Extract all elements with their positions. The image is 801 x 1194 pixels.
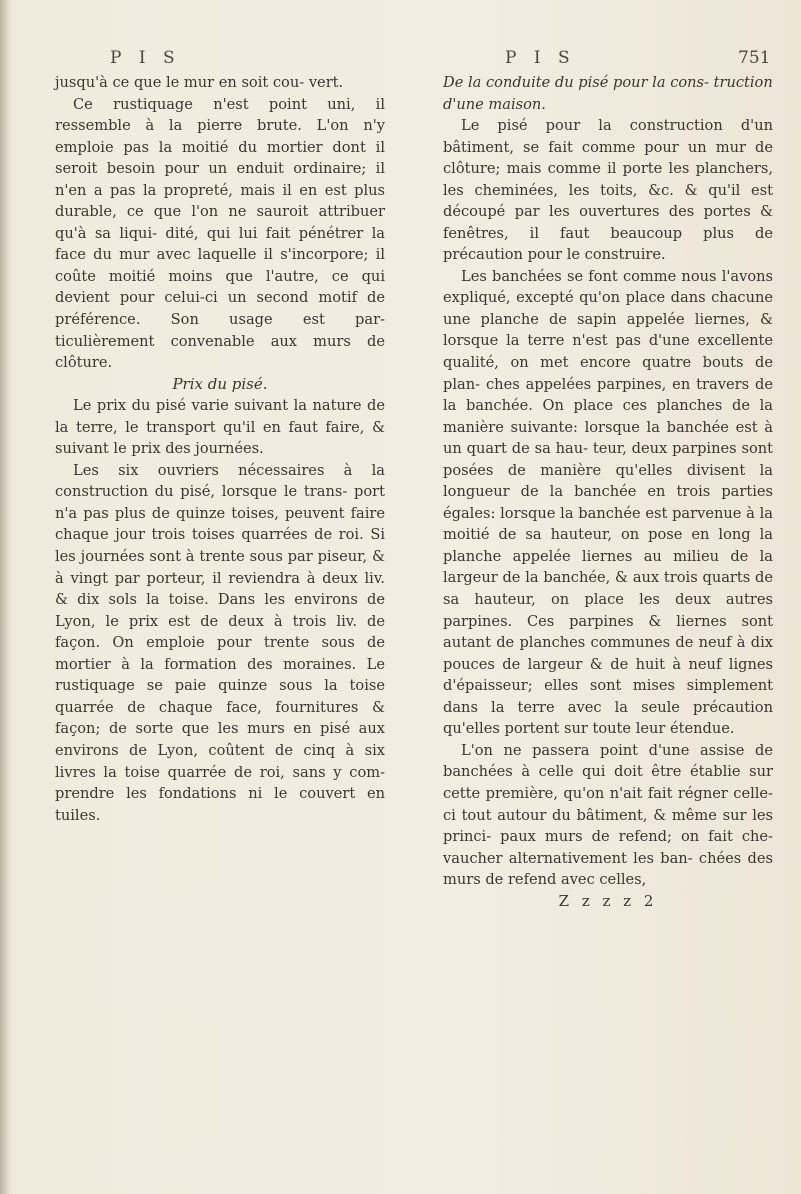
left-column — [55, 72, 385, 826]
paragraph-prix: Le prix du pisé varie suivant la nature de la terre, le transport qu'il en faut faire, & suivant le prix des journées. — [55, 397, 385, 458]
paragraph-continuation: jusqu'à ce que le mur en soit cou- vert. — [55, 74, 344, 91]
signature-mark: Z z z z 2 — [558, 891, 658, 910]
paragraph-assise: L'on ne passera point d'une assise de banchées à celle qui doit être établie sur cette première, qu'on n'ait fait régner celle-ci tout autour du bâtiment, & même sur les princi- paux murs de refend; on fait che- vaucher alternativement les ban- chées des murs de refend avec celles, — [443, 741, 773, 889]
section-heading-conduite: De la conduite du pisé pour la cons- truction d'une maison. — [443, 74, 773, 113]
page-number: 751 — [738, 48, 771, 68]
section-heading-prix: Prix du pisé. — [172, 374, 268, 393]
binding-shadow — [0, 0, 10, 1194]
paragraph-banchees: Les banchées se font comme nous l'avons expliqué, excepté qu'on place dans chacune une planche de sapin appelée liernes, & lorsque la terre n'est pas d'une excellente qualité, on met encore quatre bouts de plan- ches appelées parpines, en travers de la banchée. On place ces planches de la manière suivante: lorsque la banchée est à un quart de sa hau- teur, deux parpines sont posées de manière qu'elles divisent la longueur de la banchée en trois parties égales: lorsque la banchée est parvenue à la moitié de sa hauteur, on pose en long la planche appelée liernes au milieu de la largeur de la banchée, & aux trois quarts de sa hauteur, on place les deux autres parpines. Ces parpines & liernes sont autant de planches communes de neuf à dix pouces de largeur & de huit à neuf lignes d'épaisseur; elles sont mises simplement dans la terre avec la seule précaution qu'elles portent sur toute leur étendue. — [443, 267, 773, 738]
paragraph-ouvriers: Les six ouvriers nécessaires à la construction du pisé, lorsque le trans- port n'a pas plus de quinze toises, peuvent faire chaque jour trois toises quarrées de roi. Si les journées sont à trente sous par piseur, & à vingt par porteur, il reviendra à deux liv. & dix sols la toise. Dans les environs de Lyon, le prix est de deux à trois liv. de façon. On emploie pour trente sous de mortier à la formation des moraines. Le rustiquage se paie quinze sous la toise quarrée de chaque face, fournitures & façon; de sorte que les murs en pisé aux environs de Lyon, coûtent de cinq à six livres la toise quarrée de roi, sans y com- prendre les fondations ni le couvert en tuiles. — [55, 461, 385, 824]
running-head-left: P I S — [110, 48, 181, 68]
paragraph-batiment: Le pisé pour la construction d'un bâtiment, se fait comme pour un mur de clôture; mais comme il porte les planchers, les cheminées, les toits, &c. & qu'il est découpé par les ouvertures des portes & fenêtres, il faut beaucoup plus de précaution pour le construire. — [443, 117, 773, 264]
right-column — [443, 72, 773, 912]
paragraph-rustiquage: Ce rustiquage n'est point uni, il ressemble à la pierre brute. L'on n'y emploie pas la moitié du mortier dont il seroit besoin pour un enduit ordinaire; il n'en a pas la propreté, mais il en est plus durable, ce que l'on ne sauroit attribuer qu'à sa liqui- dité, qui lui fait pénétrer la face du mur avec laquelle il s'incorpore; il coûte moitié moins que l'autre, ce qui devient pour celui-ci un second motif de préférence. Son usage est par- ticulièrement convenable aux murs de clôture. — [55, 95, 385, 372]
running-head-right: P I S — [505, 48, 576, 68]
